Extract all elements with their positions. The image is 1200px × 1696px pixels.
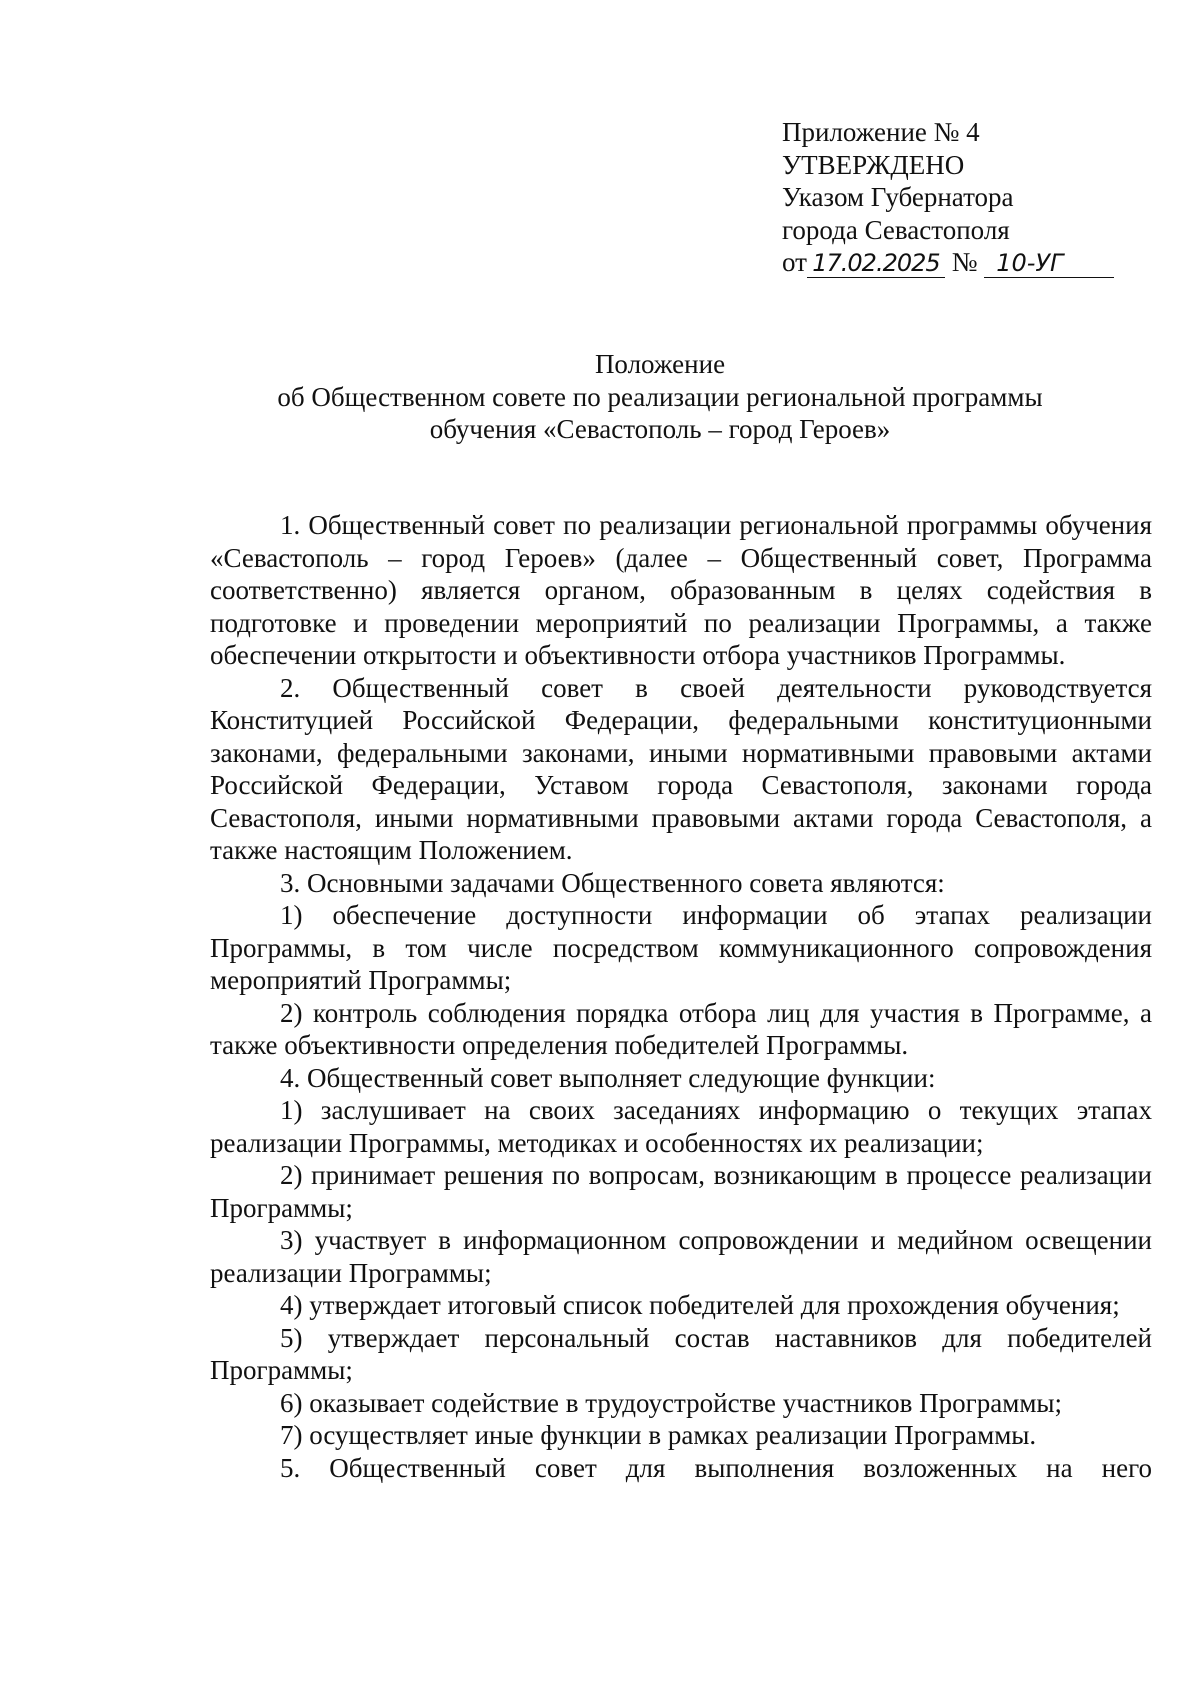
decree-date-number-line	[782, 246, 1114, 279]
approved-label: УТВЕРЖДЕНО	[782, 149, 965, 180]
city-label: города Севастополя	[782, 214, 1010, 245]
paragraph-4-item-4: 4) утверждает итоговый список победителей для прохождения обучения;	[280, 1290, 1120, 1320]
paragraph-2: 2. Общественный совет в своей деятельности руководствуется Конституцией Российской Федерации, федеральными конституционными законами, федеральными законами, иными нормативными правовыми актами Российской Федерации, Уставом города Севастополя, законами города Севастополя, иными нормативными правовыми актами города Севастополя, а также настоящим Положением.	[210, 672, 1152, 865]
paragraph-4-item-1: 1) заслушивает на своих заседаниях информацию о текущих этапах реализации Программы, методиках и особенностях их реализации;	[210, 1095, 1152, 1158]
appendix-number: Приложение № 4	[782, 117, 980, 147]
document-body	[210, 509, 1152, 1484]
handwritten-date: 17.02.2025	[807, 249, 945, 278]
paragraph-4-item-2: 2) принимает решения по вопросам, возникающим в процессе реализации Программы;	[210, 1160, 1152, 1223]
paragraph-4-item-7: 7) осуществляет иные функции в рамках реализации Программы.	[280, 1420, 1037, 1450]
paragraph-1: 1. Общественный совет по реализации региональной программы обучения «Севастополь – город Героев» (далее – Общественный совет, Программа соответственно) является органом, образованным в целях содействия в подготовке и проведении мероприятий по реализации Программы, а также обеспечении открытости и объективности отбора участников Программы.	[210, 510, 1152, 670]
from-label: от	[782, 247, 807, 277]
paragraph-4-item-3: 3) участвует в информационном сопровождении и медийном освещении реализации Программы;	[210, 1225, 1152, 1288]
paragraph-4: 4. Общественный совет выполняет следующие функции:	[280, 1062, 936, 1093]
approval-stamp-block	[782, 116, 1114, 279]
number-label: №	[951, 247, 978, 277]
handwritten-number: 10-УГ	[984, 249, 1114, 278]
paragraph-4-item-6: 6) оказывает содействие в трудоустройстве участников Программы;	[280, 1387, 1063, 1418]
paragraph-3-item-1: 1) обеспечение доступности информации об этапах реализации Программы, в том числе посредством коммуникационного сопровождения мероприятий Программы;	[210, 900, 1152, 995]
title-subtitle-line2: обучения «Севастополь – город Героев»	[429, 414, 891, 444]
paragraph-4-item-5: 5) утверждает персональный состав наставников для победителей Программы;	[210, 1322, 1152, 1385]
paragraph-5: 5. Общественный совет для выполнения возложенных на него	[280, 1452, 1152, 1483]
paragraph-3: 3. Основными задачами Общественного совета являются:	[280, 867, 945, 898]
decree-label: Указом Губернатора	[782, 182, 1014, 212]
document-title	[210, 348, 1110, 446]
title-heading: Положение	[594, 349, 726, 379]
paragraph-3-item-2: 2) контроль соблюдения порядка отбора лиц для участия в Программе, а также объективности определения победителей Программы.	[210, 997, 1152, 1060]
title-subtitle-line1: об Общественном совете по реализации региональной программы	[277, 381, 1043, 412]
